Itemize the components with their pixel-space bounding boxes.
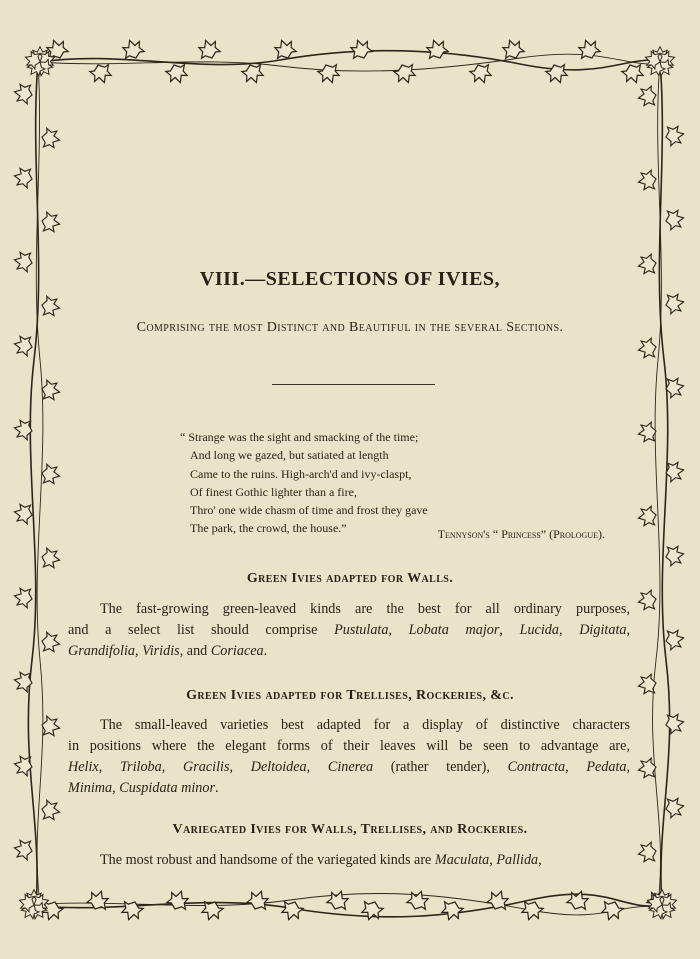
ivy-leaf-icon xyxy=(637,338,658,360)
paragraph-line: Minima, Cuspidata minor. xyxy=(68,780,219,796)
ivy-leaf-icon xyxy=(86,888,111,912)
ivy-leaf-icon xyxy=(348,37,373,61)
ivy-leaf-icon xyxy=(664,797,685,819)
ivy-leaf-icon xyxy=(359,899,384,923)
poem-line: “ Strange was the sight and smacking of the time; xyxy=(180,430,419,444)
ivy-leaf-icon xyxy=(545,62,570,86)
ivy-leaf-icon xyxy=(664,545,685,567)
poem-line: Of finest Gothic lighter than a fire, xyxy=(190,484,357,499)
poem-line: The park, the crowd, the house.” xyxy=(190,521,347,536)
ivy-leaf-icon xyxy=(119,899,144,923)
divider-rule xyxy=(272,384,435,385)
ivy-leaf-icon xyxy=(637,842,658,864)
paragraph-line: in positions where the elegant forms of their leaves will be seen to advantage are, xyxy=(68,738,630,754)
ivy-leaf-icon xyxy=(393,62,418,86)
ivy-leaf-icon xyxy=(664,461,685,483)
ivy-leaf-icon xyxy=(13,587,34,609)
ivy-leaf-icon xyxy=(637,86,658,108)
ivy-leaf-icon xyxy=(166,888,191,912)
page-subtitle: Comprising the most Distinct and Beautiful in the several Sections. xyxy=(136,320,564,335)
ivy-leaf-icon xyxy=(40,548,61,570)
ivy-leaf-icon xyxy=(469,62,494,86)
ivy-leaf-icon xyxy=(621,62,646,86)
ivy-leaf-icon xyxy=(246,888,271,912)
ivy-leaf-icon xyxy=(664,713,685,735)
ivy-leaf-icon xyxy=(40,128,61,150)
section-paragraph xyxy=(68,599,630,662)
ivy-leaf-icon xyxy=(637,506,658,528)
paragraph-line: Helix, Triloba, Gracilis, Deltoidea, Cinerea (rather tender), Contracta, Pedata, xyxy=(68,759,631,775)
ivy-leaf-icon xyxy=(664,125,685,147)
ivy-leaf-icon xyxy=(424,37,449,61)
ivy-leaf-icon xyxy=(40,464,61,486)
ivy-leaf-icon xyxy=(637,590,658,612)
ivy-leaf-icon xyxy=(566,888,591,912)
ivy-leaf-icon xyxy=(599,899,624,923)
ivy-leaf-icon xyxy=(40,380,61,402)
ivy-leaf-icon xyxy=(664,209,685,231)
ivy-leaf-icon xyxy=(13,83,34,105)
section-heading: Green Ivies adapted for Trellises, Rockeries, &c. xyxy=(186,688,514,703)
ivy-leaf-icon xyxy=(165,62,190,86)
poem-line: And long we gazed, but satiated at length xyxy=(190,448,389,463)
ivy-leaf-icon xyxy=(196,37,221,61)
ivy-leaf-icon xyxy=(40,716,61,738)
ivy-leaf-icon xyxy=(40,212,61,234)
paragraph-line: and a select list should comprise Pustulata, Lobata major, Lucida, Digitata, xyxy=(68,622,631,638)
ivy-leaf-icon xyxy=(40,296,61,318)
paragraph-line: The fast-growing green-leaved kinds are the best for all ordinary purposes, xyxy=(100,601,630,617)
ivy-leaf-icon xyxy=(664,293,685,315)
page-title: VIII.—SELECTIONS OF IVIES, xyxy=(199,268,501,290)
ivy-leaf-icon xyxy=(326,888,351,912)
poem-line: Came to the ruins. High-arch'd and ivy-claspt, xyxy=(190,466,412,481)
paragraph-line: The most robust and handsome of the variegated kinds are Maculata, Pallida, xyxy=(100,852,542,868)
ivy-leaf-icon xyxy=(317,62,342,86)
ivy-leaf-icon xyxy=(13,503,34,525)
poem-line: Thro' one wide chasm of time and frost they gave xyxy=(190,503,428,518)
paragraph-line: The small-leaved varieties best adapted for a display of distinctive characters xyxy=(100,717,630,733)
ivy-leaf-icon xyxy=(120,37,145,61)
ivy-leaf-icon xyxy=(439,899,464,923)
ivy-leaf-icon xyxy=(241,62,266,86)
section-paragraph xyxy=(68,850,630,871)
ivy-leaf-icon xyxy=(664,629,685,651)
ivy-leaf-icon xyxy=(13,167,34,189)
ivy-leaf-icon xyxy=(40,632,61,654)
section-heading: Green Ivies adapted for Walls. xyxy=(246,571,454,586)
ivy-leaf-icon xyxy=(89,62,114,86)
ivy-leaf-icon xyxy=(637,422,658,444)
epigraph-poem xyxy=(180,428,620,538)
ivy-leaf-icon xyxy=(406,888,431,912)
poem-attribution: Tennyson's “ Princess” (Prologue). xyxy=(437,527,605,541)
ivy-leaf-icon xyxy=(576,37,601,61)
section-heading: Variegated Ivies for Walls, Trellises, and Rockeries. xyxy=(172,822,528,837)
ivy-leaf-icon xyxy=(279,899,304,923)
ivy-leaf-icon xyxy=(13,839,34,861)
ivy-leaf-icon xyxy=(40,800,61,822)
ivy-leaf-icon xyxy=(637,170,658,192)
section-paragraph xyxy=(68,715,630,799)
ivy-leaf-icon xyxy=(13,335,34,357)
paragraph-line: Grandifolia, Viridis, and Coriacea. xyxy=(68,643,268,659)
